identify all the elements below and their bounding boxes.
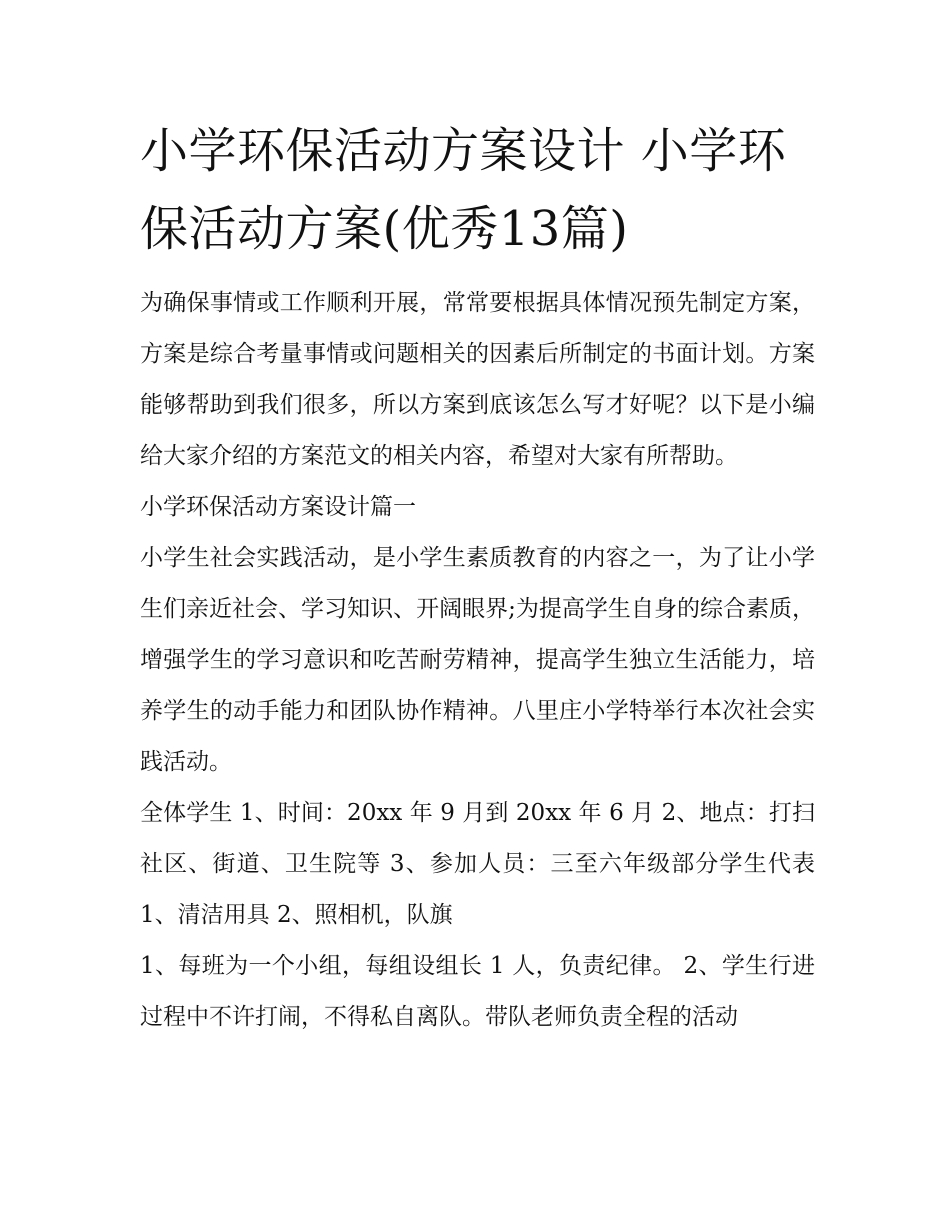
section-heading: 小学环保活动方案设计篇一 bbox=[140, 494, 416, 520]
document-page bbox=[140, 112, 815, 1043]
document-title: 小学环保活动方案设计 小学环保活动方案(优秀13篇) bbox=[140, 123, 787, 257]
body-paragraph-1: 小学生社会实践活动，是小学生素质教育的内容之一，为了让小学生们亲近社会、学习知识、开阔眼界;为提高学生自身的综合素质，增强学生的学习意识和吃苦耐劳精神，提高学生独立生活能力，培养学生的动手能力和团队协作精神。八里庄小学特举行本次社会实践活动。 bbox=[140, 545, 815, 775]
intro-paragraph: 为确保事情或工作顺利开展，常常要根据具体情况预先制定方案，方案是综合考量事情或问题相关的因素后所制定的书面计划。方案能够帮助到我们很多，所以方案到底该怎么写才好呢？以下是小编给大家介绍的方案范文的相关内容，希望对大家有所帮助。 bbox=[140, 290, 815, 469]
body-paragraph-2: 全体学生 1、时间：20xx 年 9 月到 20xx 年 6 月 2、地点：打扫社区、街道、卫生院等 3、参加人员：三至六年级部分学生代表 1、清洁用具 2、照相机，队旗 bbox=[140, 800, 815, 928]
body-paragraph-3: 1、每班为一个小组，每组设组长 1 人，负责纪律。 2、学生行进过程中不许打闹，不得私自离队。带队老师负责全程的活动 bbox=[140, 953, 815, 1030]
